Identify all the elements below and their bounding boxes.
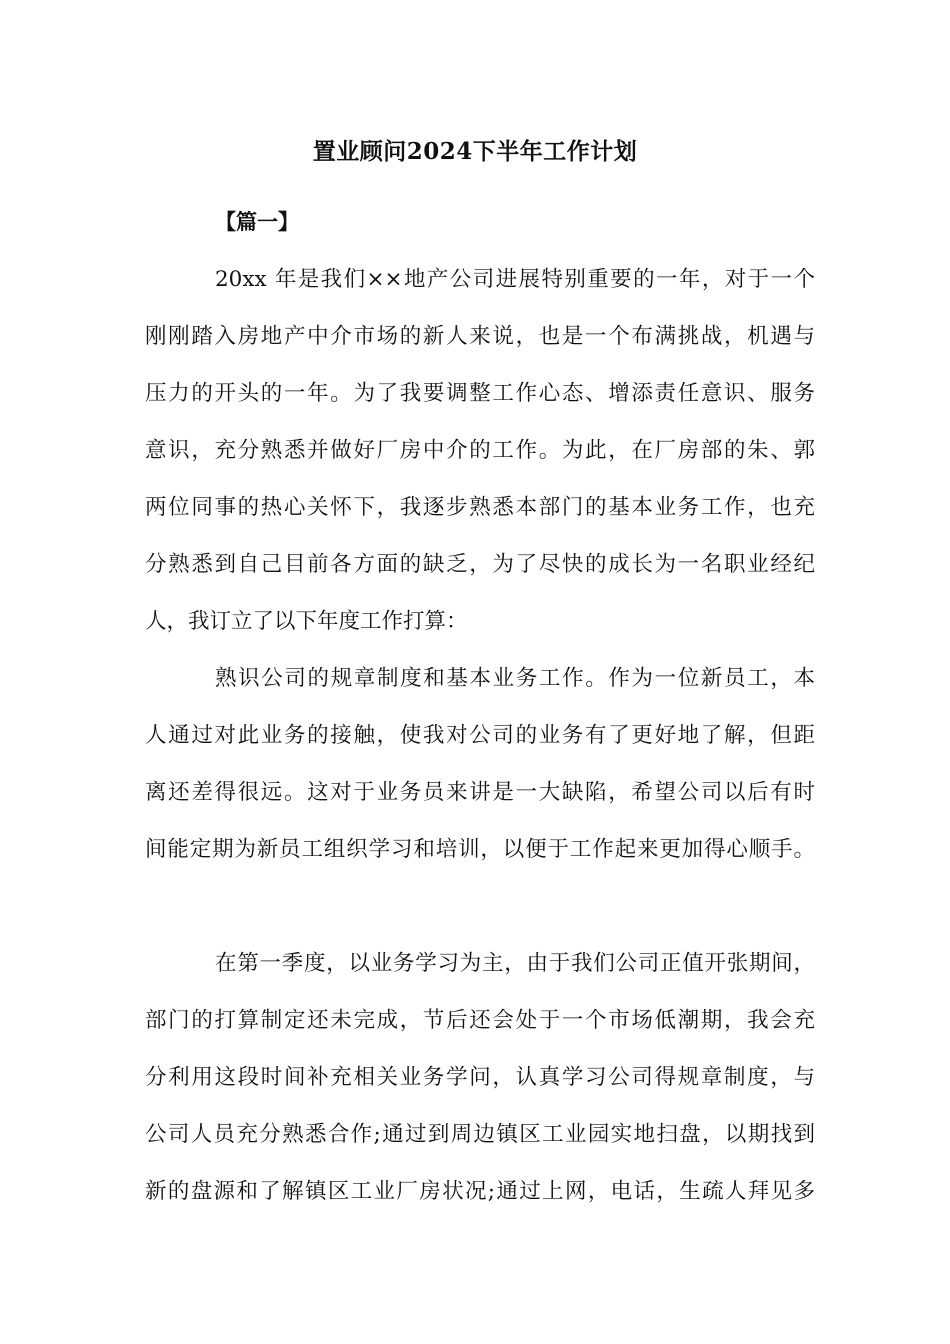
paragraph-line: 人，我订立了以下年度工作打算： (145, 609, 468, 634)
paragraph-line: 两位同事的热心关怀下，我逐步熟悉本部门的基本业务工作，也充 (145, 495, 815, 520)
paragraph-line: 意识，充分熟悉并做好厂房中介的工作。为此，在厂房部的朱、郭 (145, 438, 815, 463)
paragraph-line: 离还差得很远。这对于业务员来讲是一大缺陷，希望公司以后有时 (145, 780, 815, 805)
paragraph-line: 公司人员充分熟悉合作;通过到周边镇区工业园实地扫盘，以期找到 (145, 1122, 815, 1147)
paragraph-line: 人通过对此业务的接触，使我对公司的业务有了更好地了解，但距 (145, 723, 815, 748)
paragraph-line: 间能定期为新员工组织学习和培训，以便于工作起来更加得心顺手。 (145, 837, 815, 862)
section-heading: 【篇一】 (215, 209, 299, 234)
paragraph-line: 压力的开头的一年。为了我要调整工作心态、增添责任意识、服务 (145, 381, 815, 406)
paragraph-line: 部门的打算制定还未完成，节后还会处于一个市场低潮期，我会充 (145, 1008, 815, 1033)
document-title: 置业顾问2024下半年工作计划 (312, 138, 638, 165)
paragraph-line: 在第一季度，以业务学习为主，由于我们公司正值开张期间， (215, 951, 815, 976)
paragraph-line: 新的盘源和了解镇区工业厂房状况;通过上网，电话，生疏人拜见多 (145, 1179, 815, 1204)
paragraph-line: 熟识公司的规章制度和基本业务工作。作为一位新员工，本 (215, 666, 815, 691)
paragraph-line: 分熟悉到自己目前各方面的缺乏，为了尽快的成长为一名职业经纪 (145, 552, 815, 577)
paragraph-line: 分利用这段时间补充相关业务学问，认真学习公司得规章制度，与 (145, 1065, 815, 1090)
paragraph-line: 20xx 年是我们××地产公司进展特别重要的一年，对于一个 (215, 267, 815, 292)
paragraph-line: 刚刚踏入房地产中介市场的新人来说，也是一个布满挑战，机遇与 (145, 324, 815, 349)
